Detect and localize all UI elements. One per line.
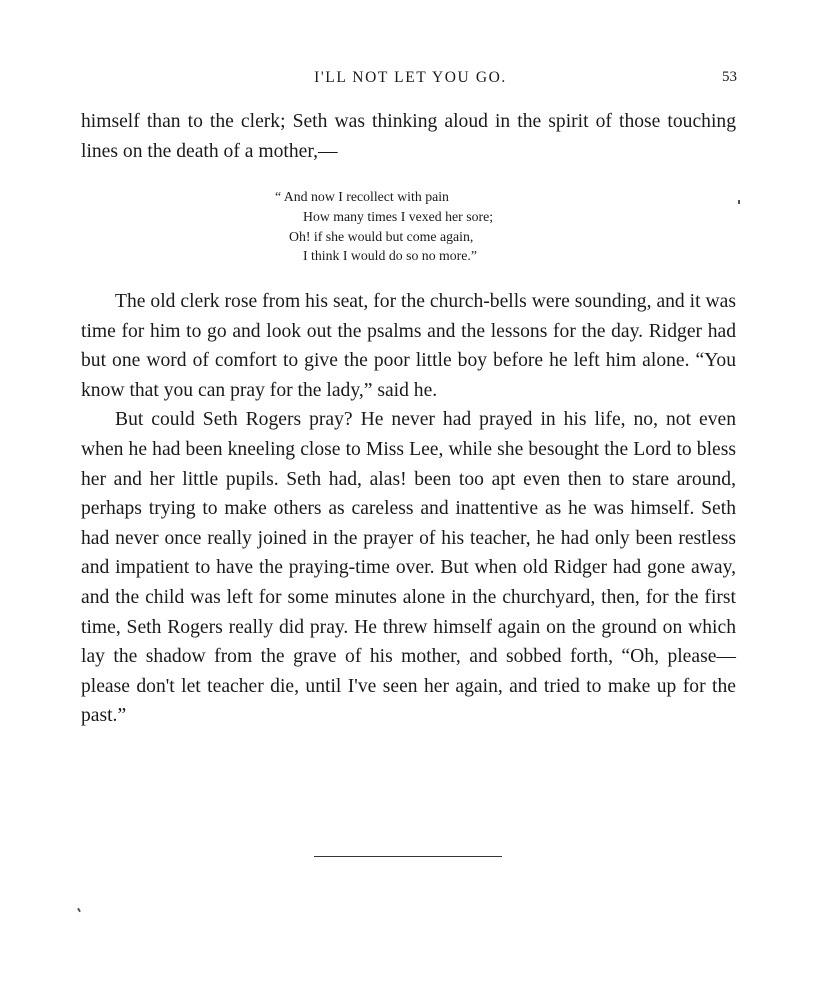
verse-line-2: How many times I vexed her sore; (303, 208, 494, 224)
paragraph-prayer: But could Seth Rogers pray? He never had prayed in his life, no, not even when he had been kneeling close to Miss Lee, while she besought the Lord to bless her and her little pupils. Seth had, alas! been too apt even then to stare around, perhaps trying to make others as careless and inattentive as he was himself. Seth had never once really joined in the prayer of his teacher, he had only been restless and impatient to have the praying-time over. But when old Ridger had gone away, and the child was left for some minutes alone in the churchyard, then, for the first time, Seth Rogers really did pray. He threw himself again on the ground on which lay the shadow from the grave of his mother, and sobbed forth, “Oh, please—please don't let teacher die, until I've seen her again, and tried to make up for the past.” (81, 409, 736, 727)
section-end-rule (314, 856, 502, 857)
continued-paragraph: himself than to the clerk; Seth was thinking aloud in the spirit of those touching lines on the death of a mother,— (81, 111, 736, 162)
running-title: I'LL NOT LET YOU GO. (314, 69, 507, 86)
verse-quotation (275, 187, 493, 266)
paper-speck (77, 908, 81, 912)
verse-line-4: I think I would do so no more.” (303, 248, 477, 264)
page-number: 53 (722, 69, 737, 85)
verse-line-3: Oh! if she would but come again, (289, 228, 474, 244)
verse-line-1: “ And now I recollect with pain (275, 189, 449, 204)
paragraph-clerk: The old clerk rose from his seat, for the church-bells were sounding, and it was time for him to go and look out the psalms and the lessons for the day. Ridger had but one word of comfort to give the poor little boy before he left him alone. “You know that you can pray for the lady,” said he. (81, 291, 736, 401)
running-head (0, 66, 821, 90)
paper-speck (738, 200, 740, 204)
text-block-top (81, 107, 736, 166)
text-block-main (81, 287, 736, 731)
